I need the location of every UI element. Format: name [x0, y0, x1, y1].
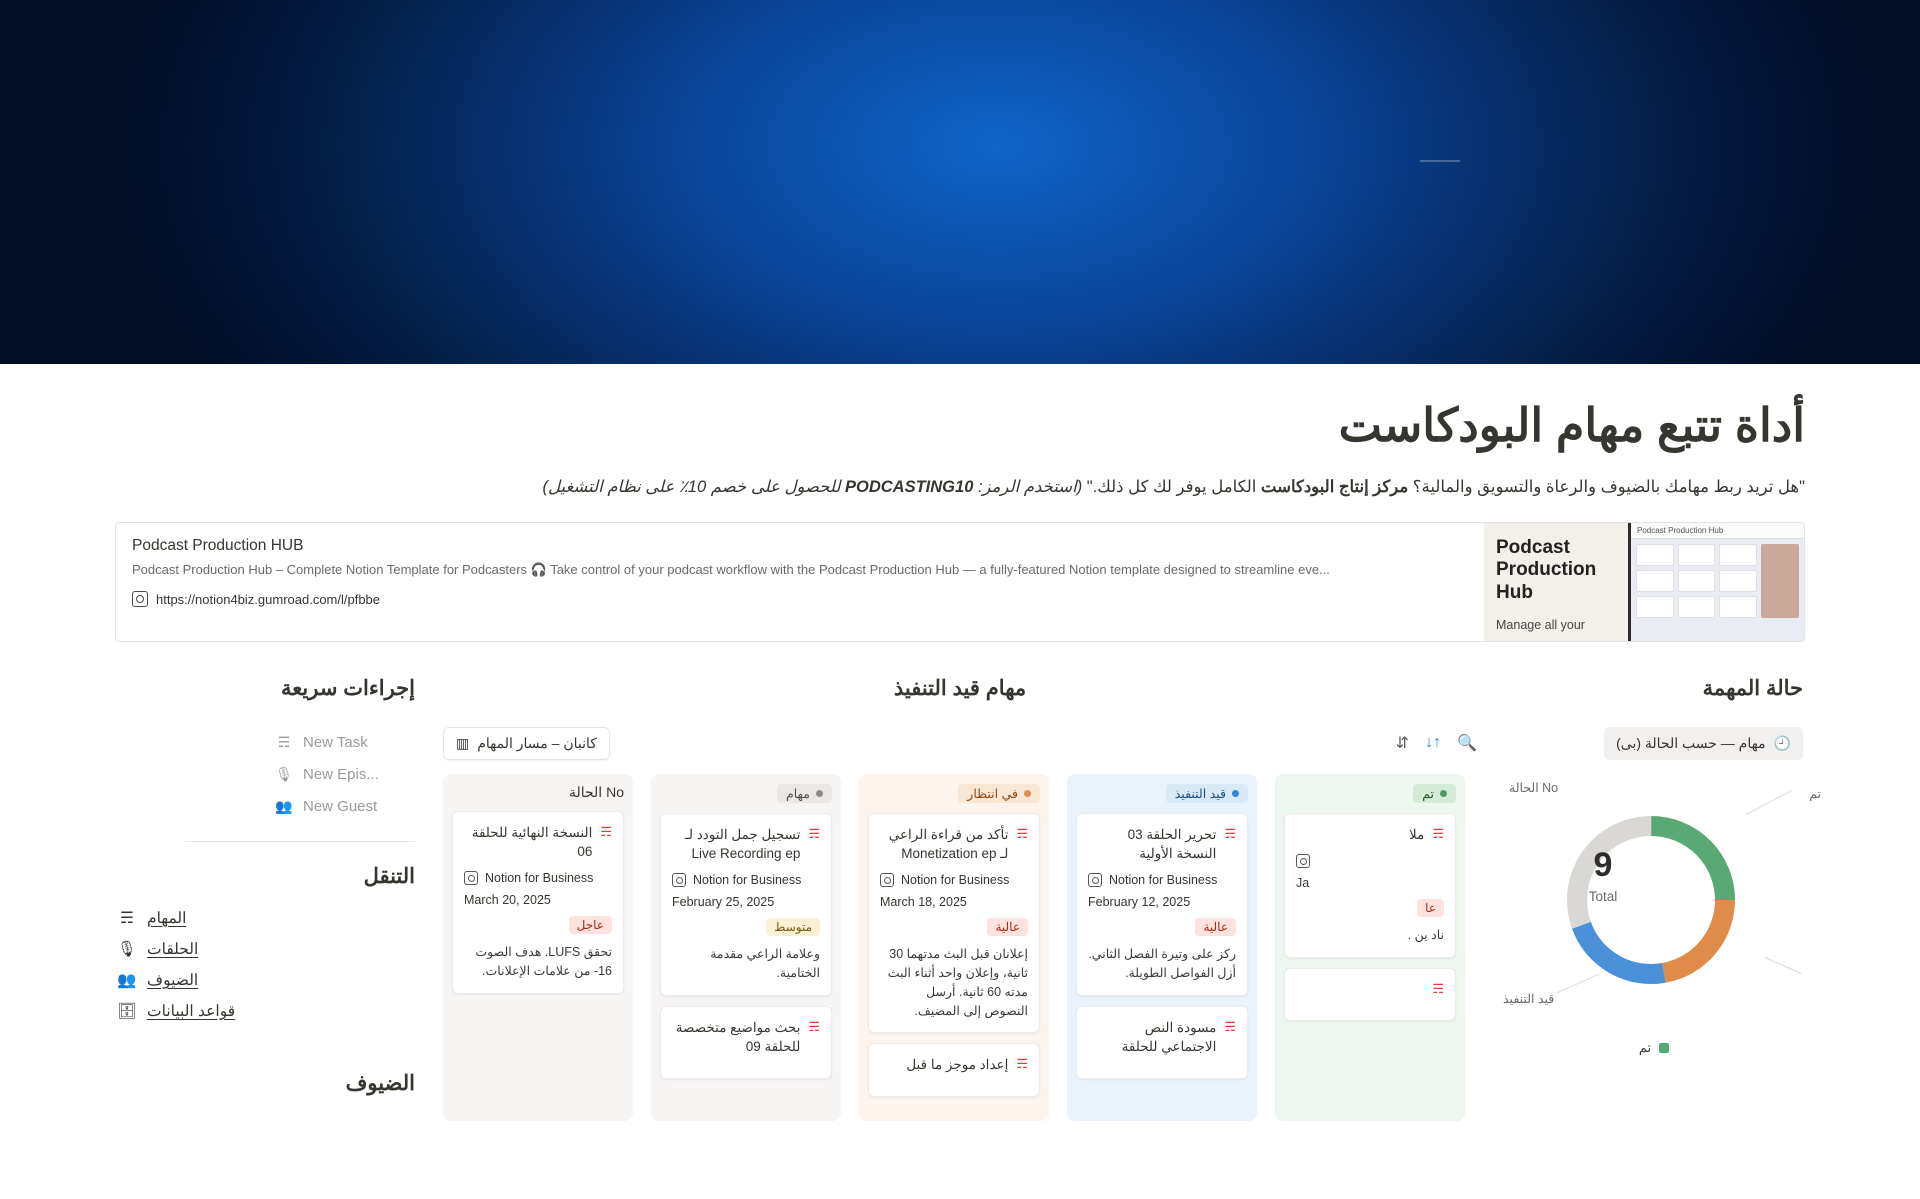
card-relation-label: Notion for Business — [901, 873, 1010, 888]
card-note: ركز على وتيرة الفصل الثاني. أزل الفواصل الطويلة. — [1088, 947, 1236, 980]
card-relation-label: Notion for Business — [1109, 873, 1218, 888]
thumbnail-title: Podcast Production Hub — [1496, 536, 1597, 603]
card-title-row — [1088, 825, 1236, 863]
card-relation-label: Notion for Business — [485, 871, 594, 886]
task-list-icon: ☴ — [808, 825, 820, 841]
kanban-card[interactable] — [660, 813, 832, 996]
bookmark-description: Podcast Production Hub – Complete Notion Template for Podcasters 🎧 Take control of your podcast workflow with the Podcast Production Hub — a fully-featured Notion template designed to streamline eve... — [132, 561, 1330, 577]
card-relation[interactable] — [1296, 854, 1444, 868]
kanban-lane-waiting — [859, 774, 1049, 1121]
kanban-card[interactable] — [1284, 968, 1456, 1021]
kanban-card[interactable] — [868, 813, 1040, 1033]
nav-item-databases[interactable] — [115, 996, 415, 1027]
lane-title-row — [868, 784, 1040, 803]
task-list-icon: ☴ — [808, 1018, 820, 1034]
page-title: أداة تتبع مهام البودكاست — [1338, 399, 1805, 451]
card-priority-tag: متوسط — [766, 918, 820, 936]
sort-icon[interactable]: ↓↑ — [1425, 734, 1442, 752]
new-guest-button[interactable] — [267, 791, 415, 823]
people-icon: 👥 — [275, 798, 293, 815]
people-icon: 👥 — [117, 971, 137, 989]
new-task-label: New Task — [303, 734, 368, 752]
card-priority-tag: عالية — [987, 918, 1028, 936]
lane-title: قيد التنفيذ — [1174, 786, 1226, 801]
nav-item-label: قواعد البيانات — [147, 1002, 236, 1020]
board-view-selector[interactable] — [443, 727, 610, 760]
card-note: ناد ين . — [1407, 928, 1444, 943]
bookmark-url[interactable]: https://notion4biz.gumroad.com/l/pfbbe — [156, 591, 381, 607]
board-header — [443, 727, 1477, 760]
card-title: بحث مواضيع متخصصة للحلقة 09 — [675, 1019, 801, 1054]
card-title-row — [1088, 1018, 1236, 1056]
microphone-icon: 🎙 — [117, 940, 137, 958]
task-list-icon: ☴ — [1224, 1018, 1236, 1034]
board-heading: مهام قيد التنفيذ — [893, 676, 1027, 700]
card-title: تسجيل جمل التودد لـ Live Recording ep — [684, 826, 801, 862]
page-subtitle — [115, 475, 1805, 500]
lane-title: تم — [1422, 786, 1434, 801]
card-relation-label: Notion for Business — [693, 873, 802, 888]
database-icon — [1296, 854, 1310, 868]
status-view-pill[interactable] — [1604, 727, 1803, 760]
new-episode-button[interactable] — [267, 759, 415, 791]
hero-banner — [0, 0, 1920, 364]
lane-title-row — [1284, 784, 1456, 803]
page-body — [0, 364, 1920, 1199]
card-title-row — [1296, 980, 1444, 998]
card-title: ملا — [1409, 826, 1425, 842]
card-relation[interactable] — [672, 873, 820, 887]
nav-item-label: الضيوف — [147, 971, 199, 989]
kanban-lane-tasks — [651, 774, 841, 1121]
thumbnail-col — [1636, 544, 1674, 618]
thumbnail-photo — [1761, 544, 1799, 618]
card-title: مسودة النص الاجتماعي للحلقة — [1121, 1019, 1217, 1054]
thumbnail-cover — [1484, 523, 1628, 641]
card-title-row — [880, 1055, 1028, 1074]
card-date: March 18, 2025 — [880, 895, 967, 910]
thumbnail-subtitle: Manage all your — [1496, 618, 1585, 633]
navigation-heading: التنقل — [363, 864, 415, 888]
card-title: النسخة النهائية للحلقة 06 — [471, 824, 593, 860]
card-date: Ja — [1296, 876, 1310, 891]
content-columns — [115, 676, 1821, 1122]
card-relation[interactable] — [880, 873, 1028, 887]
quick-actions-heading: إجراءات سريعة — [281, 676, 415, 700]
guests-heading: الضيوف — [345, 1071, 415, 1095]
board-column — [415, 676, 1505, 1122]
lane-status-chip — [1166, 784, 1248, 803]
lane-title: No الحالة — [568, 783, 624, 800]
search-icon[interactable]: 🔍 — [1457, 735, 1477, 753]
new-guest-label: New Guest — [303, 798, 378, 816]
navigation-list — [115, 903, 415, 1027]
kanban-card[interactable] — [1284, 813, 1456, 958]
task-list-icon: ☴ — [1016, 825, 1028, 841]
kanban-card[interactable] — [868, 1043, 1040, 1097]
nav-item-guests[interactable] — [115, 965, 415, 996]
database-icon: 🗄 — [117, 1002, 137, 1020]
task-list-icon: ☴ — [277, 734, 291, 751]
lane-title-row — [1076, 784, 1248, 803]
bookmark-text — [116, 523, 1484, 641]
nav-item-episodes[interactable] — [115, 934, 415, 965]
board-toolbar — [1396, 733, 1477, 753]
bookmark-url-row[interactable] — [132, 591, 1468, 607]
legend-color-swatch — [1659, 1043, 1669, 1053]
donut-label-done: تم — [1809, 786, 1821, 801]
clock-icon: 🕘 — [1773, 734, 1791, 751]
card-title: تحرير الحلقة 03 النسخة الأولية — [1127, 826, 1217, 862]
card-title-row — [880, 825, 1028, 863]
status-donut-chart — [1503, 776, 1821, 1036]
legend-label: تم — [1638, 1039, 1652, 1055]
database-icon — [464, 871, 478, 885]
board-view-label: كانبان – مسار المهام — [477, 734, 597, 751]
thumbnail-screenshot-body — [1631, 539, 1804, 623]
card-priority-tag: عالية — [1195, 918, 1236, 936]
donut-label-no-status: No الحالة — [1509, 780, 1559, 795]
subtitle-part-2: الكامل يوفر لك كل ذلك." — [1082, 478, 1261, 497]
card-date: February 12, 2025 — [1088, 895, 1191, 910]
card-relation[interactable] — [1088, 873, 1236, 887]
thumbnail-col — [1678, 544, 1716, 618]
lane-status-chip — [958, 784, 1040, 803]
card-title-row — [464, 823, 612, 861]
lane-title: مهام — [785, 786, 810, 801]
nav-item-label: المهام — [147, 909, 187, 927]
card-relation[interactable] — [464, 871, 612, 885]
card-title: إعداد موجز ما قبل — [906, 1057, 1009, 1073]
status-column — [1503, 676, 1821, 1122]
card-priority-tag: عاجل — [569, 916, 612, 934]
task-list-icon: ☴ — [1432, 825, 1444, 841]
bookmark-thumbnail — [1484, 523, 1804, 641]
status-heading: حالة المهمة — [1702, 676, 1803, 700]
lane-title: في انتظار — [967, 786, 1018, 801]
new-task-button[interactable] — [267, 727, 415, 759]
database-icon — [1088, 873, 1102, 887]
database-icon — [672, 873, 686, 887]
donut-legend — [1505, 1040, 1803, 1056]
quick-actions-column — [115, 676, 415, 1122]
section-divider — [185, 841, 415, 842]
subtitle-italic-2: للحصول على خصم 10٪ على نظام التشغيل) — [542, 478, 846, 497]
task-list-icon: ☴ — [600, 823, 612, 839]
microphone-icon: 🎙 — [275, 766, 293, 783]
card-title-row — [672, 1018, 820, 1056]
nav-item-tasks[interactable] — [115, 903, 415, 934]
subtitle-code: PODCASTING10 — [845, 478, 974, 497]
lane-status-chip — [1413, 784, 1456, 803]
kanban-card[interactable] — [1076, 1006, 1248, 1079]
new-episode-label: New Epis... — [303, 766, 379, 784]
bookmark-favicon-icon — [132, 591, 148, 607]
card-title-row — [672, 825, 820, 863]
task-list-icon: ☴ — [1224, 825, 1236, 841]
database-icon — [880, 873, 894, 887]
donut-total-label: Total — [1588, 888, 1618, 904]
kanban-board[interactable] — [443, 774, 1477, 1121]
bookmark-title: Podcast Production HUB — [132, 536, 304, 554]
card-note: وعلامة الراعي مقدمة الختامية. — [710, 947, 820, 980]
task-list-icon: ☴ — [1016, 1056, 1028, 1072]
card-date: March 20, 2025 — [464, 893, 551, 908]
kanban-lane-no-status — [443, 774, 633, 1121]
kanban-card[interactable] — [452, 811, 624, 994]
task-list-icon: ☴ — [120, 909, 134, 927]
kanban-card[interactable] — [660, 1006, 832, 1079]
subtitle-part-1: "هل تريد ربط مهامك بالضيوف والرعاة والتسويق والمالية؟ — [1408, 478, 1805, 497]
card-priority-tag: عا — [1417, 899, 1444, 917]
subtitle-italic-1: (استخدم الرمز: — [973, 478, 1083, 497]
thumbnail-col — [1719, 544, 1757, 618]
donut-label-in-progress: قيد التنفيذ — [1503, 991, 1555, 1006]
lane-status-chip — [777, 784, 832, 803]
card-title: تأكد من قراءة الراعي لـ Monetization ep — [888, 826, 1009, 862]
quick-actions-list — [115, 727, 415, 823]
task-list-icon: ☴ — [1432, 980, 1444, 996]
kanban-lane-in-progress — [1067, 774, 1257, 1121]
card-note: إعلانان قبل البث مدتهما 30 ثانية، وإعلان واحد أثناء البث مدته 60 ثانية. أرسل النصوص إلى المضيف. — [887, 947, 1028, 1018]
donut-center — [1503, 776, 1703, 976]
bookmark-card[interactable] — [115, 522, 1805, 642]
thumbnail-screenshot — [1628, 523, 1804, 641]
card-title-row — [1296, 825, 1444, 844]
filter-icon[interactable]: ⇵ — [1395, 735, 1410, 753]
status-pill-label: مهام — حسب الحالة (بى) — [1616, 734, 1766, 751]
card-note: تحقق LUFS. هدف الصوت ‎-16 من علامات الإعلانات. — [475, 945, 612, 978]
nav-item-label: الحلقات — [147, 940, 199, 958]
subtitle-bold: مركز إنتاج البودكاست — [1260, 478, 1409, 497]
board-icon: ▥ — [456, 734, 470, 751]
lane-title-row — [660, 784, 832, 803]
donut-total-value: 9 — [1593, 845, 1613, 884]
card-date: February 25, 2025 — [672, 895, 775, 910]
kanban-card[interactable] — [1076, 813, 1248, 996]
kanban-lane-done — [1275, 774, 1465, 1121]
thumbnail-screenshot-title: Podcast Production Hub — [1631, 523, 1804, 539]
